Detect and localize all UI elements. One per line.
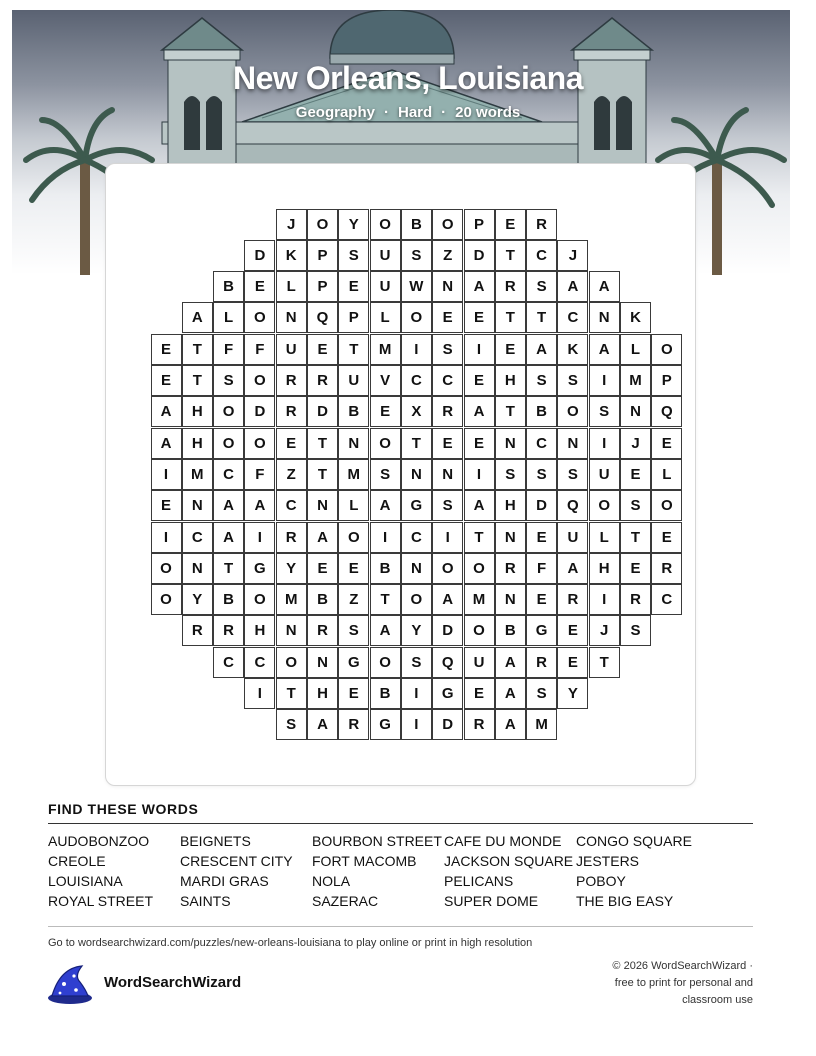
grid-cell[interactable]: A <box>589 334 620 365</box>
grid-cell[interactable]: R <box>182 615 213 646</box>
grid-cell[interactable]: I <box>370 522 401 553</box>
grid-cell[interactable]: D <box>307 396 338 427</box>
grid-cell[interactable]: C <box>244 647 275 678</box>
grid-cell[interactable]: M <box>182 459 213 490</box>
grid-cell[interactable]: A <box>526 334 557 365</box>
grid-cell[interactable]: T <box>620 522 651 553</box>
grid-cell[interactable]: A <box>213 490 244 521</box>
grid-cell[interactable]: E <box>338 678 369 709</box>
grid-cell[interactable]: O <box>464 615 495 646</box>
grid-cell[interactable]: E <box>651 428 682 459</box>
grid-cell[interactable]: E <box>151 334 182 365</box>
grid-cell[interactable]: R <box>651 553 682 584</box>
difficulty-label: Hard <box>397 104 433 121</box>
grid-cell[interactable]: E <box>151 490 182 521</box>
grid-cell[interactable]: O <box>370 209 401 240</box>
grid-cell[interactable]: O <box>401 302 432 333</box>
grid-cell[interactable]: R <box>338 709 369 740</box>
grid-cell[interactable]: X <box>401 396 432 427</box>
grid-cell[interactable]: O <box>244 584 275 615</box>
grid-cell[interactable]: B <box>526 396 557 427</box>
grid-cell[interactable]: F <box>244 334 275 365</box>
copyright-line: free to print for personal and <box>614 977 753 989</box>
grid-cell[interactable]: L <box>589 522 620 553</box>
grid-cell[interactable]: A <box>213 522 244 553</box>
grid-cell[interactable]: O <box>651 334 682 365</box>
grid-cell[interactable]: L <box>276 271 307 302</box>
grid-cell[interactable]: E <box>620 459 651 490</box>
grid-cell[interactable]: Y <box>276 553 307 584</box>
grid-cell[interactable]: S <box>526 678 557 709</box>
grid-cell[interactable]: T <box>464 522 495 553</box>
divider <box>48 823 753 824</box>
grid-cell[interactable]: C <box>401 522 432 553</box>
copyright-line: © 2026 WordSearchWizard · <box>612 960 753 972</box>
grid-cell[interactable]: S <box>276 709 307 740</box>
grid-cell[interactable]: B <box>370 553 401 584</box>
grid-cell[interactable]: S <box>432 490 463 521</box>
grid-cell[interactable]: M <box>464 584 495 615</box>
grid-cell[interactable]: E <box>620 553 651 584</box>
grid-cell[interactable]: G <box>338 647 369 678</box>
grid-cell[interactable]: S <box>620 615 651 646</box>
word-list-item: NOLA <box>312 873 351 889</box>
grid-cell[interactable]: N <box>307 490 338 521</box>
grid-cell[interactable]: A <box>495 647 526 678</box>
grid-cell[interactable]: O <box>651 490 682 521</box>
grid-cell[interactable]: E <box>338 553 369 584</box>
grid-cell[interactable]: O <box>464 553 495 584</box>
brand-name: WordSearchWizard <box>104 974 242 991</box>
grid-cell[interactable]: I <box>464 334 495 365</box>
grid-cell[interactable]: E <box>432 302 463 333</box>
word-list-item: LOUISIANA <box>48 873 123 889</box>
grid-cell[interactable]: C <box>213 647 244 678</box>
grid-cell[interactable]: O <box>432 553 463 584</box>
grid-cell[interactable]: A <box>464 396 495 427</box>
grid-cell[interactable]: A <box>370 615 401 646</box>
grid-cell[interactable]: K <box>557 334 588 365</box>
grid-cell[interactable]: S <box>370 459 401 490</box>
grid-cell[interactable]: R <box>276 396 307 427</box>
grid-cell[interactable]: D <box>432 709 463 740</box>
grid-cell[interactable]: I <box>244 522 275 553</box>
grid-cell[interactable]: J <box>557 240 588 271</box>
word-list-item: MARDI GRAS <box>180 873 269 889</box>
grid-cell[interactable]: E <box>495 209 526 240</box>
grid-cell[interactable]: E <box>464 365 495 396</box>
grid-cell[interactable]: T <box>526 302 557 333</box>
grid-cell[interactable]: A <box>151 428 182 459</box>
grid-cell[interactable]: R <box>526 647 557 678</box>
wizard-hat-icon <box>46 962 94 1006</box>
grid-cell[interactable]: G <box>244 553 275 584</box>
word-list-item: BEIGNETS <box>180 833 251 849</box>
grid-cell[interactable]: O <box>401 584 432 615</box>
grid-cell[interactable]: T <box>401 428 432 459</box>
word-list-item: POBOY <box>576 873 626 889</box>
grid-cell[interactable]: E <box>370 396 401 427</box>
grid-cell[interactable]: H <box>589 553 620 584</box>
grid-cell[interactable]: B <box>307 584 338 615</box>
grid-cell[interactable]: N <box>401 459 432 490</box>
grid-cell[interactable]: E <box>338 271 369 302</box>
grid-cell[interactable]: Q <box>557 490 588 521</box>
meta-separator: · <box>383 104 389 121</box>
grid-cell[interactable]: K <box>276 240 307 271</box>
grid-cell[interactable]: Y <box>557 678 588 709</box>
grid-cell[interactable]: O <box>557 396 588 427</box>
grid-cell[interactable]: E <box>557 615 588 646</box>
grid-cell[interactable]: R <box>307 615 338 646</box>
grid-cell[interactable]: O <box>213 428 244 459</box>
grid-cell[interactable]: B <box>213 584 244 615</box>
grid-cell[interactable]: T <box>182 334 213 365</box>
grid-cell[interactable]: T <box>307 459 338 490</box>
meta-separator: · <box>441 104 447 121</box>
grid-cell[interactable]: E <box>276 428 307 459</box>
grid-cell[interactable]: A <box>464 490 495 521</box>
grid-cell[interactable]: Z <box>276 459 307 490</box>
puzzle-meta <box>0 104 816 121</box>
grid-cell[interactable]: H <box>307 678 338 709</box>
grid-cell[interactable]: K <box>620 302 651 333</box>
grid-cell[interactable]: G <box>401 490 432 521</box>
grid-cell[interactable]: U <box>557 522 588 553</box>
grid-cell[interactable]: A <box>370 490 401 521</box>
grid-cell[interactable]: A <box>557 271 588 302</box>
grid-cell[interactable]: R <box>276 365 307 396</box>
word-list-item: CRESCENT CITY <box>180 853 293 869</box>
grid-cell[interactable]: U <box>370 271 401 302</box>
grid-cell[interactable]: P <box>307 240 338 271</box>
grid-cell[interactable]: R <box>213 615 244 646</box>
grid-cell[interactable]: E <box>151 365 182 396</box>
grid-cell[interactable]: S <box>495 459 526 490</box>
grid-cell[interactable]: P <box>651 365 682 396</box>
grid-cell[interactable]: N <box>495 584 526 615</box>
grid-cell[interactable]: I <box>464 459 495 490</box>
grid-cell[interactable]: E <box>244 271 275 302</box>
grid-cell[interactable]: E <box>307 334 338 365</box>
grid-cell[interactable]: Z <box>432 240 463 271</box>
grid-cell[interactable]: R <box>526 209 557 240</box>
grid-cell[interactable]: O <box>244 365 275 396</box>
grid-cell[interactable]: N <box>276 615 307 646</box>
grid-cell[interactable]: M <box>338 459 369 490</box>
word-list-item: FORT MACOMB <box>312 853 417 869</box>
word-list-item: PELICANS <box>444 873 514 889</box>
grid-cell[interactable]: O <box>213 396 244 427</box>
grid-cell[interactable]: N <box>338 428 369 459</box>
grid-cell[interactable]: N <box>557 428 588 459</box>
grid-cell[interactable]: A <box>244 490 275 521</box>
grid-cell[interactable]: C <box>651 584 682 615</box>
grid-cell[interactable]: C <box>526 428 557 459</box>
grid-cell[interactable]: E <box>464 428 495 459</box>
grid-cell[interactable]: N <box>432 271 463 302</box>
grid-cell[interactable]: A <box>432 584 463 615</box>
grid-cell[interactable]: O <box>151 553 182 584</box>
grid-cell[interactable]: T <box>338 334 369 365</box>
grid-cell[interactable]: M <box>370 334 401 365</box>
grid-cell[interactable]: J <box>276 209 307 240</box>
grid-cell[interactable]: I <box>401 334 432 365</box>
grid-cell[interactable]: H <box>244 615 275 646</box>
grid-cell[interactable]: U <box>370 240 401 271</box>
grid-cell[interactable]: P <box>307 271 338 302</box>
word-list-item: JACKSON SQUARE <box>444 853 574 869</box>
grid-cell[interactable]: Q <box>307 302 338 333</box>
grid-cell[interactable]: N <box>276 302 307 333</box>
grid-cell[interactable]: D <box>432 615 463 646</box>
grid-cell[interactable]: D <box>526 490 557 521</box>
grid-cell[interactable]: A <box>557 553 588 584</box>
grid-cell[interactable]: E <box>526 522 557 553</box>
grid-cell[interactable]: N <box>589 302 620 333</box>
grid-cell[interactable]: N <box>495 428 526 459</box>
grid-cell[interactable]: C <box>182 522 213 553</box>
grid-cell[interactable]: O <box>432 209 463 240</box>
grid-cell[interactable]: N <box>432 459 463 490</box>
grid-cell[interactable]: A <box>495 709 526 740</box>
grid-cell[interactable]: A <box>307 522 338 553</box>
grid-cell[interactable]: M <box>276 584 307 615</box>
word-count-label: 20 words <box>455 104 521 121</box>
grid-cell[interactable]: G <box>370 709 401 740</box>
grid-cell[interactable]: A <box>464 271 495 302</box>
grid-cell[interactable]: U <box>589 459 620 490</box>
grid-cell[interactable]: G <box>526 615 557 646</box>
word-list-heading: FIND THESE WORDS <box>48 801 199 817</box>
grid-cell[interactable]: N <box>620 396 651 427</box>
grid-cell[interactable]: E <box>526 584 557 615</box>
word-list-item: SAINTS <box>180 893 231 909</box>
grid-cell[interactable]: G <box>432 678 463 709</box>
grid-cell[interactable]: T <box>213 553 244 584</box>
grid-cell[interactable]: O <box>307 209 338 240</box>
grid-cell[interactable]: R <box>307 365 338 396</box>
grid-cell[interactable]: P <box>464 209 495 240</box>
grid-cell[interactable]: I <box>151 459 182 490</box>
grid-cell[interactable]: O <box>370 647 401 678</box>
grid-cell[interactable]: N <box>182 490 213 521</box>
grid-cell[interactable]: E <box>557 647 588 678</box>
grid-cell[interactable]: Q <box>432 647 463 678</box>
grid-cell[interactable]: N <box>401 553 432 584</box>
grid-cell[interactable]: T <box>276 678 307 709</box>
grid-cell[interactable]: I <box>401 678 432 709</box>
grid-cell[interactable]: T <box>495 302 526 333</box>
grid-cell[interactable]: O <box>244 302 275 333</box>
word-list-item: THE BIG EASY <box>576 893 674 909</box>
grid-cell[interactable]: I <box>589 428 620 459</box>
grid-cell[interactable]: F <box>213 334 244 365</box>
grid-cell[interactable]: M <box>526 709 557 740</box>
grid-cell[interactable]: R <box>620 584 651 615</box>
grid-cell[interactable]: U <box>276 334 307 365</box>
grid-cell[interactable]: S <box>401 240 432 271</box>
word-list-item: AUDOBONZOO <box>48 833 150 849</box>
grid-cell[interactable]: W <box>401 271 432 302</box>
grid-cell[interactable]: R <box>495 271 526 302</box>
grid-cell[interactable]: L <box>370 302 401 333</box>
grid-cell[interactable]: Z <box>338 584 369 615</box>
grid-cell[interactable]: S <box>338 615 369 646</box>
grid-cell[interactable]: A <box>495 678 526 709</box>
grid-cell[interactable]: S <box>526 271 557 302</box>
grid-cell[interactable]: S <box>557 459 588 490</box>
grid-cell[interactable]: R <box>557 584 588 615</box>
grid-cell[interactable]: I <box>589 365 620 396</box>
grid-cell[interactable]: S <box>338 240 369 271</box>
grid-cell[interactable]: I <box>244 678 275 709</box>
grid-cell[interactable]: H <box>495 365 526 396</box>
grid-cell[interactable]: C <box>526 240 557 271</box>
grid-cell[interactable]: R <box>432 396 463 427</box>
grid-cell[interactable]: E <box>432 428 463 459</box>
grid-cell[interactable]: U <box>338 365 369 396</box>
divider <box>48 926 753 927</box>
grid-cell[interactable]: D <box>244 240 275 271</box>
grid-cell[interactable]: N <box>182 553 213 584</box>
grid-cell[interactable]: A <box>151 396 182 427</box>
word-list-item: SUPER DOME <box>444 893 539 909</box>
grid-cell[interactable]: O <box>244 428 275 459</box>
grid-cell[interactable]: V <box>370 365 401 396</box>
grid-cell[interactable]: C <box>276 490 307 521</box>
grid-cell[interactable]: O <box>589 490 620 521</box>
grid-cell[interactable]: L <box>338 490 369 521</box>
grid-cell[interactable]: A <box>307 709 338 740</box>
grid-cell[interactable]: P <box>338 302 369 333</box>
grid-cell[interactable]: Q <box>651 396 682 427</box>
grid-cell[interactable]: H <box>182 396 213 427</box>
grid-cell[interactable]: E <box>464 678 495 709</box>
word-list-item: BOURBON STREET <box>312 833 442 849</box>
grid-cell[interactable]: L <box>213 302 244 333</box>
page-title: New Orleans, Louisiana <box>233 60 583 96</box>
grid-cell[interactable]: S <box>526 365 557 396</box>
grid-cell[interactable]: M <box>620 365 651 396</box>
grid-cell[interactable]: E <box>464 302 495 333</box>
grid-cell[interactable]: A <box>589 271 620 302</box>
grid-cell[interactable]: T <box>307 428 338 459</box>
grid-cell[interactable]: B <box>213 271 244 302</box>
grid-cell[interactable]: Y <box>338 209 369 240</box>
copyright-line: classroom use <box>682 994 753 1006</box>
grid-cell[interactable]: L <box>620 334 651 365</box>
grid-cell[interactable]: T <box>589 647 620 678</box>
puzzle-card <box>105 163 696 786</box>
grid-cell[interactable]: S <box>589 396 620 427</box>
grid-cell[interactable]: H <box>495 490 526 521</box>
word-list-item: SAZERAC <box>312 893 379 909</box>
grid-cell[interactable]: J <box>589 615 620 646</box>
grid-cell[interactable]: U <box>464 647 495 678</box>
grid-cell[interactable]: A <box>182 302 213 333</box>
grid-cell[interactable]: S <box>526 459 557 490</box>
word-list-item: CONGO SQUARE <box>576 833 692 849</box>
grid-cell[interactable]: O <box>370 428 401 459</box>
grid-cell[interactable]: I <box>401 709 432 740</box>
grid-cell[interactable]: R <box>276 522 307 553</box>
grid-cell[interactable]: O <box>338 522 369 553</box>
grid-cell[interactable]: I <box>589 584 620 615</box>
grid-cell[interactable]: S <box>213 365 244 396</box>
grid-cell[interactable]: C <box>432 365 463 396</box>
grid-cell[interactable]: O <box>276 647 307 678</box>
grid-cell[interactable]: C <box>557 302 588 333</box>
category-label: Geography <box>295 104 375 121</box>
word-list-item: CAFE DU MONDE <box>444 833 562 849</box>
grid-cell[interactable]: R <box>495 553 526 584</box>
grid-cell[interactable]: T <box>370 584 401 615</box>
grid-cell[interactable]: O <box>151 584 182 615</box>
grid-cell[interactable]: Y <box>182 584 213 615</box>
grid-cell[interactable]: S <box>432 334 463 365</box>
grid-cell[interactable]: E <box>651 522 682 553</box>
grid-cell[interactable]: B <box>370 678 401 709</box>
grid-cell[interactable]: H <box>182 428 213 459</box>
grid-cell[interactable]: B <box>338 396 369 427</box>
grid-cell[interactable]: D <box>464 240 495 271</box>
grid-cell[interactable]: B <box>401 209 432 240</box>
grid-cell[interactable]: E <box>307 553 338 584</box>
grid-cell[interactable]: S <box>401 647 432 678</box>
grid-cell[interactable]: J <box>620 428 651 459</box>
word-list-item: ROYAL STREET <box>48 893 154 909</box>
grid-cell[interactable]: F <box>526 553 557 584</box>
grid-cell[interactable]: R <box>464 709 495 740</box>
grid-cell[interactable]: T <box>495 240 526 271</box>
grid-cell[interactable]: F <box>244 459 275 490</box>
word-list-item: JESTERS <box>576 853 640 869</box>
grid-cell[interactable]: T <box>495 396 526 427</box>
grid-cell[interactable]: T <box>182 365 213 396</box>
grid-cell[interactable]: D <box>244 396 275 427</box>
grid-cell[interactable]: I <box>151 522 182 553</box>
grid-cell[interactable]: C <box>401 365 432 396</box>
word-list-item: CREOLE <box>48 853 106 869</box>
play-online-link[interactable]: Go to wordsearchwizard.com/puzzles/new-orleans-louisiana to play online or print in high resolution <box>48 937 533 949</box>
grid-cell[interactable]: S <box>620 490 651 521</box>
grid-cell[interactable]: S <box>557 365 588 396</box>
grid-cell[interactable]: N <box>495 522 526 553</box>
grid-cell[interactable]: E <box>495 334 526 365</box>
grid-cell[interactable]: B <box>495 615 526 646</box>
grid-cell[interactable]: N <box>307 647 338 678</box>
grid-cell[interactable]: I <box>432 522 463 553</box>
grid-cell[interactable]: L <box>651 459 682 490</box>
grid-cell[interactable]: C <box>213 459 244 490</box>
grid-cell[interactable]: Y <box>401 615 432 646</box>
copyright-notice <box>573 958 753 1009</box>
